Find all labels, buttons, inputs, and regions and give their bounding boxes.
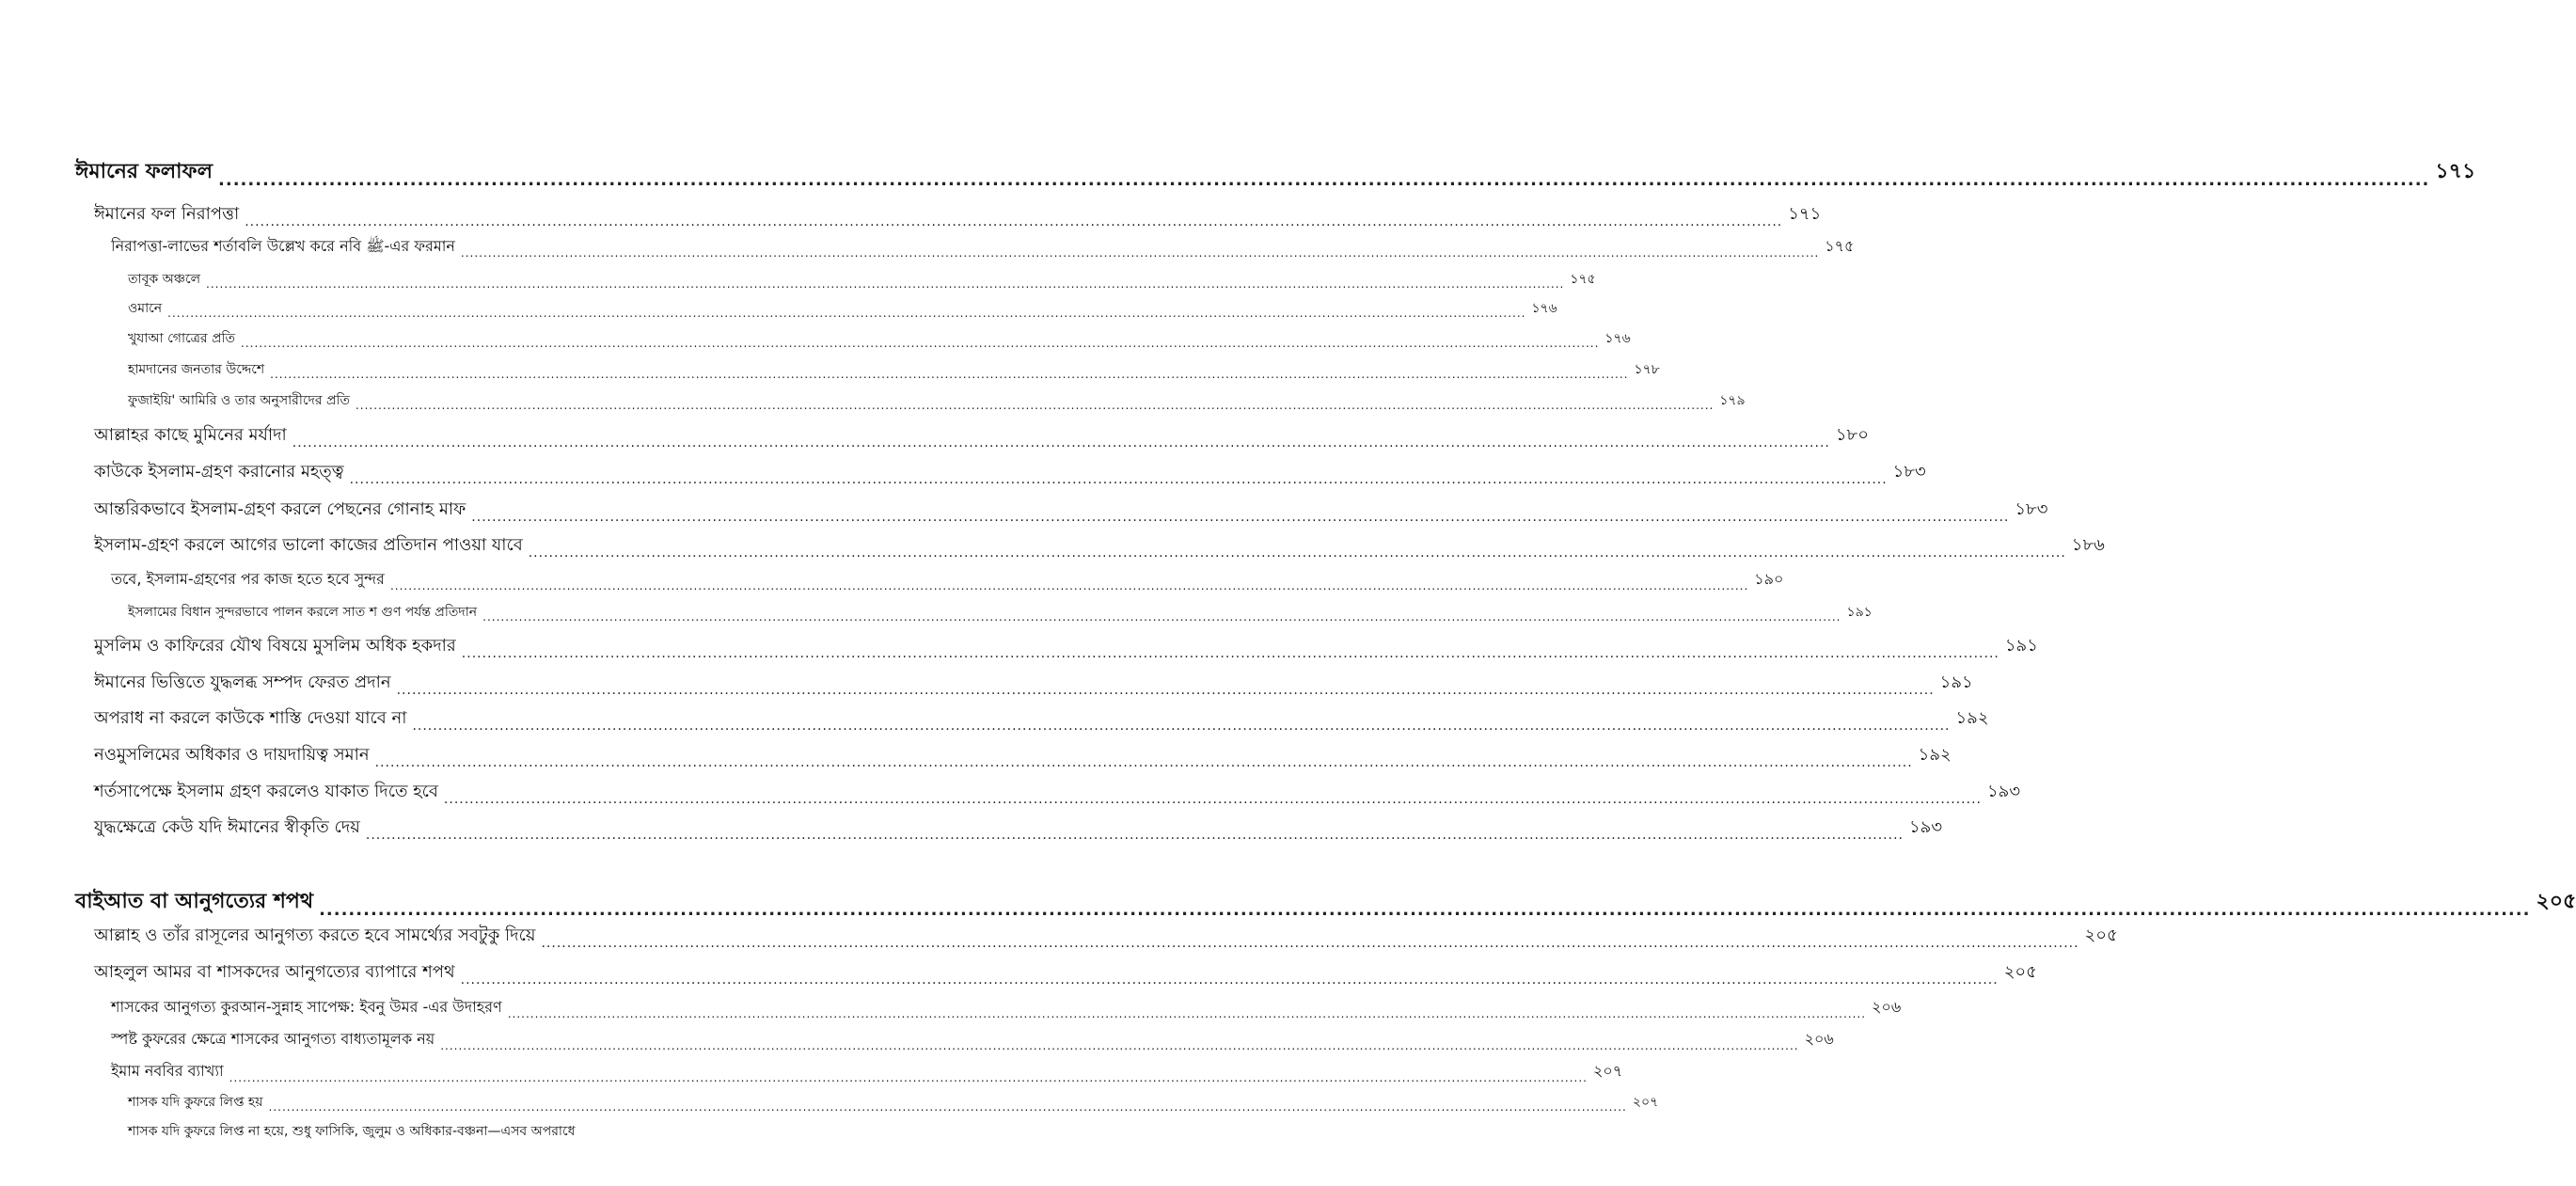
toc-entry bbox=[94, 535, 2105, 561]
dot-leader: ............................................................................................................................................................................................................................................................................................................ bbox=[241, 337, 1600, 350]
entry-title: যুদ্ধক্ষেত্রে কেউ যদি ঈমানের স্বীকৃতি দেয় bbox=[94, 817, 360, 837]
dot-leader: ............................................................................................................................................................................................................................................................................................................ bbox=[268, 1100, 1627, 1114]
entry-title: ফুজাইয়ি' আমিরি ও তার অনুসারীদের প্রতি bbox=[128, 393, 350, 408]
dot-leader: ............................................................................................................................................................................................................................................................................................................ bbox=[541, 936, 2079, 951]
toc-entry bbox=[128, 603, 1873, 624]
toc-entry bbox=[94, 745, 1952, 770]
page-number: ১৮৩ bbox=[2015, 499, 2048, 519]
dot-leader: ............................................................................................................................................................................................................................................................................................................ bbox=[443, 792, 1982, 807]
page-number: ১৮০ bbox=[1835, 425, 1869, 445]
toc-entry bbox=[111, 1030, 1834, 1052]
page-number: ১৭৮ bbox=[1634, 362, 1660, 377]
toc-entry bbox=[94, 708, 1989, 734]
page-number: ১৯২ bbox=[1955, 708, 1989, 728]
toc-entry bbox=[94, 636, 2038, 661]
toc-entry bbox=[94, 499, 2048, 525]
dot-leader: ............................................................................................................................................................................................................................................................................................................ bbox=[374, 755, 1913, 770]
page-number: ১৮৬ bbox=[2071, 535, 2105, 555]
entry-title: শর্তসাপেক্ষে ইসলাম গ্রহণ করলেও যাকাত দিতে হবে bbox=[94, 782, 438, 801]
page-number: ১৯২ bbox=[1918, 745, 1952, 765]
page-number: ১৭৫ bbox=[1825, 237, 1855, 255]
toc-entry bbox=[128, 270, 1596, 291]
toc-entry bbox=[111, 998, 1902, 1020]
dot-leader: ............................................................................................................................................................................................................................................................................................................ bbox=[460, 246, 1820, 260]
entry-title: আল্লাহর কাছে মুমিনের মর্যাদা bbox=[94, 425, 287, 445]
entry-title: ইসলামের বিধান সুন্দরভাবে পালন করলে সাত শ গুণ পর্যন্ত প্রতিদান bbox=[128, 605, 478, 620]
dot-leader: ............................................................................................................................................................................................................................................................................................................ bbox=[365, 828, 1904, 843]
entry-title: তবে, ইসলাম-গ্রহণের পর কাজ হতে হবে সুন্দর bbox=[111, 570, 385, 588]
toc-entry bbox=[94, 204, 1822, 229]
dot-leader: ............................................................................................................................................................................................................................................................................................................ bbox=[389, 579, 1749, 593]
page-number: ১৯১ bbox=[1939, 672, 1973, 692]
dot-leader: ............................................................................................................................................................................................................................................................................................................ bbox=[460, 973, 1999, 988]
toc-entry bbox=[128, 299, 1557, 320]
page-number: ১৭৬ bbox=[1604, 331, 1631, 346]
dot-leader: ............................................................................................................................................................................................................................................................................................................ bbox=[528, 546, 2066, 561]
page-number: ১৮৩ bbox=[1892, 462, 1926, 482]
page-number: ২০৫ bbox=[2084, 925, 2118, 945]
entry-title: কাউকে ইসলাম-গ্রহণ করানোর মহত্ত্ব bbox=[94, 462, 344, 482]
entry-title: ওমানে bbox=[128, 301, 163, 316]
dot-leader: ............................................................................................................................................................................................................................................................................................................ bbox=[355, 399, 1715, 412]
entry-title: স্পষ্ট কুফরের ক্ষেত্রে শাসকের আনুগত্য বাধ্যতামূলক নয় bbox=[111, 1030, 435, 1048]
page-number: ১৯৩ bbox=[1986, 782, 2021, 801]
entry-title: ঈমানের ভিত্তিতে যুদ্ধলব্ধ সম্পদ ফেরত প্রদান bbox=[94, 672, 391, 692]
dot-leader: ............................................................................................................................................................................................................................................................................................................ bbox=[292, 435, 1830, 451]
dot-leader: ............................................................................................................................................................................................................................................................................................................ bbox=[206, 277, 1565, 291]
page-number: ১৯৩ bbox=[1908, 817, 1943, 837]
entry-title: তাবূক অঞ্চলে bbox=[128, 272, 201, 287]
dot-leader: ............................................................................................................................................................................................................................................................................................................ bbox=[461, 646, 1999, 661]
page-number: ২০৫ bbox=[2003, 962, 2037, 982]
entry-title: আল্লাহ ও তাঁর রাসূলের আনুগত্য করতে হবে সামর্থ্যের সবটুকু দিয়ে bbox=[94, 925, 536, 945]
toc-entry bbox=[94, 672, 1973, 698]
page-number: ২০৭ bbox=[1632, 1095, 1659, 1110]
page-number: ১৭১ bbox=[1788, 204, 1822, 224]
page-number: ১৯০ bbox=[1754, 570, 1784, 588]
page-number: ২০৬ bbox=[1872, 998, 1902, 1016]
entry-title: নওমুসলিমের অধিকার ও দায়দায়িত্ব সমান bbox=[94, 745, 370, 765]
entry-title: বাইআত বা আনুগত্যের শপথ bbox=[75, 890, 314, 913]
dot-leader: ............................................................................................................................................................................................................................................................................................................ bbox=[507, 1007, 1867, 1020]
toc-entry bbox=[128, 1093, 1659, 1114]
dot-leader: ............................................................................................................................................................................................................................................................................................................ bbox=[270, 368, 1629, 381]
entry-title: শাসক যদি কুফরে লিপ্ত না হয়ে, শুধু ফাসিকি, জুলুম ও অধিকার-বঞ্চনা—এসব অপরাধে bbox=[128, 1124, 576, 1139]
toc-entry bbox=[128, 1122, 761, 1143]
toc-entry bbox=[128, 329, 1631, 350]
toc-entry bbox=[128, 360, 1660, 381]
dot-leader: ............................................................................................................................................................................................................................................................................................................ bbox=[245, 214, 1783, 229]
page-number: ১৭১ bbox=[2435, 160, 2476, 183]
entry-title: নিরাপত্তা-লাভের শর্তাবলি উল্লেখ করে নবি ﷺ-এর ফরমান bbox=[111, 237, 455, 255]
dot-leader: ............................................................................................................................................................................................................................................................................................................ bbox=[229, 1071, 1588, 1084]
entry-title: ঈমানের ফলাফল bbox=[75, 160, 213, 183]
toc-entry bbox=[111, 1062, 1623, 1084]
dot-leader: ............................................................................................................................................................................................................................................................................................................ bbox=[396, 683, 1935, 698]
page-number: ২০৭ bbox=[1592, 1062, 1623, 1080]
dot-leader: ............................................................................................................................................................................................................................................................................................................ bbox=[482, 610, 1841, 624]
dot-leader: ............................................................................................................................................................................................................................................................................................................ bbox=[440, 1039, 1799, 1052]
dot-leader: ............................................................................................................................................................................................................................................................................................................ bbox=[319, 900, 2531, 920]
entry-title: শাসকের আনুগত্য কুরআন-সুন্নাহ সাপেক্ষ: ইবনু উমর -এর উদাহরণ bbox=[111, 998, 502, 1016]
dot-leader: ............................................................................................................................................................................................................................................................................................................ bbox=[167, 307, 1526, 320]
toc-entry bbox=[94, 425, 1869, 451]
dot-leader: ............................................................................................................................................................................................................................................................................................................ bbox=[412, 719, 1951, 734]
entry-title: খুযাআ গোত্রের প্রতি bbox=[128, 331, 236, 346]
entry-title: ইসলাম-গ্রহণ করলে আগের ভালো কাজের প্রতিদান পাওয়া যাবে bbox=[94, 535, 523, 555]
toc-chapter bbox=[75, 890, 2576, 920]
page-number: ১৭৫ bbox=[1570, 272, 1596, 287]
entry-title: হামদানের জনতার উদ্দেশে bbox=[128, 362, 265, 377]
page-number: ১৭৯ bbox=[1719, 393, 1746, 408]
toc-entry bbox=[94, 925, 2118, 951]
page-number: ২০৫ bbox=[2536, 890, 2576, 913]
toc-entry bbox=[111, 237, 1855, 260]
entry-title: শাসক যদি কুফরে লিপ্ত হয় bbox=[128, 1095, 263, 1110]
toc-chapter bbox=[75, 160, 2476, 190]
toc-entry bbox=[94, 462, 1926, 487]
entry-title: আহলুল আমর বা শাসকদের আনুগত্যের ব্যাপারে শপথ bbox=[94, 962, 455, 982]
page-number: ১৯১ bbox=[2004, 636, 2038, 656]
toc-entry bbox=[94, 817, 1943, 843]
toc-entry bbox=[128, 391, 1746, 412]
entry-title: ইমাম নববির ব্যাখ্যা bbox=[111, 1062, 224, 1080]
entry-title: অপরাধ না করলে কাউকে শাস্তি দেওয়া যাবে না bbox=[94, 708, 407, 728]
entry-title: মুসলিম ও কাফিরের যৌথ বিষয়ে মুসলিম অধিক হকদার bbox=[94, 636, 456, 656]
dot-leader: ............................................................................................................................................................................................................................................................................................................ bbox=[218, 170, 2430, 190]
dot-leader: ............................................................................................................................................................................................................................................................................................................ bbox=[471, 510, 2010, 525]
page-number: ১৭৬ bbox=[1531, 301, 1557, 316]
toc-entry bbox=[94, 782, 2021, 807]
toc-entry bbox=[111, 570, 1784, 593]
dot-leader: ............................................................................................................................................................................................................................................................................................................ bbox=[349, 472, 1888, 487]
entry-title: ঈমানের ফল নিরাপত্তা bbox=[94, 204, 240, 224]
toc-entry bbox=[94, 962, 2037, 988]
page-number: ২০৬ bbox=[1804, 1030, 1834, 1048]
entry-title: আন্তরিকভাবে ইসলাম-গ্রহণ করলে পেছনের গোনাহ মাফ bbox=[94, 499, 466, 519]
page-number: ১৯১ bbox=[1846, 605, 1873, 620]
